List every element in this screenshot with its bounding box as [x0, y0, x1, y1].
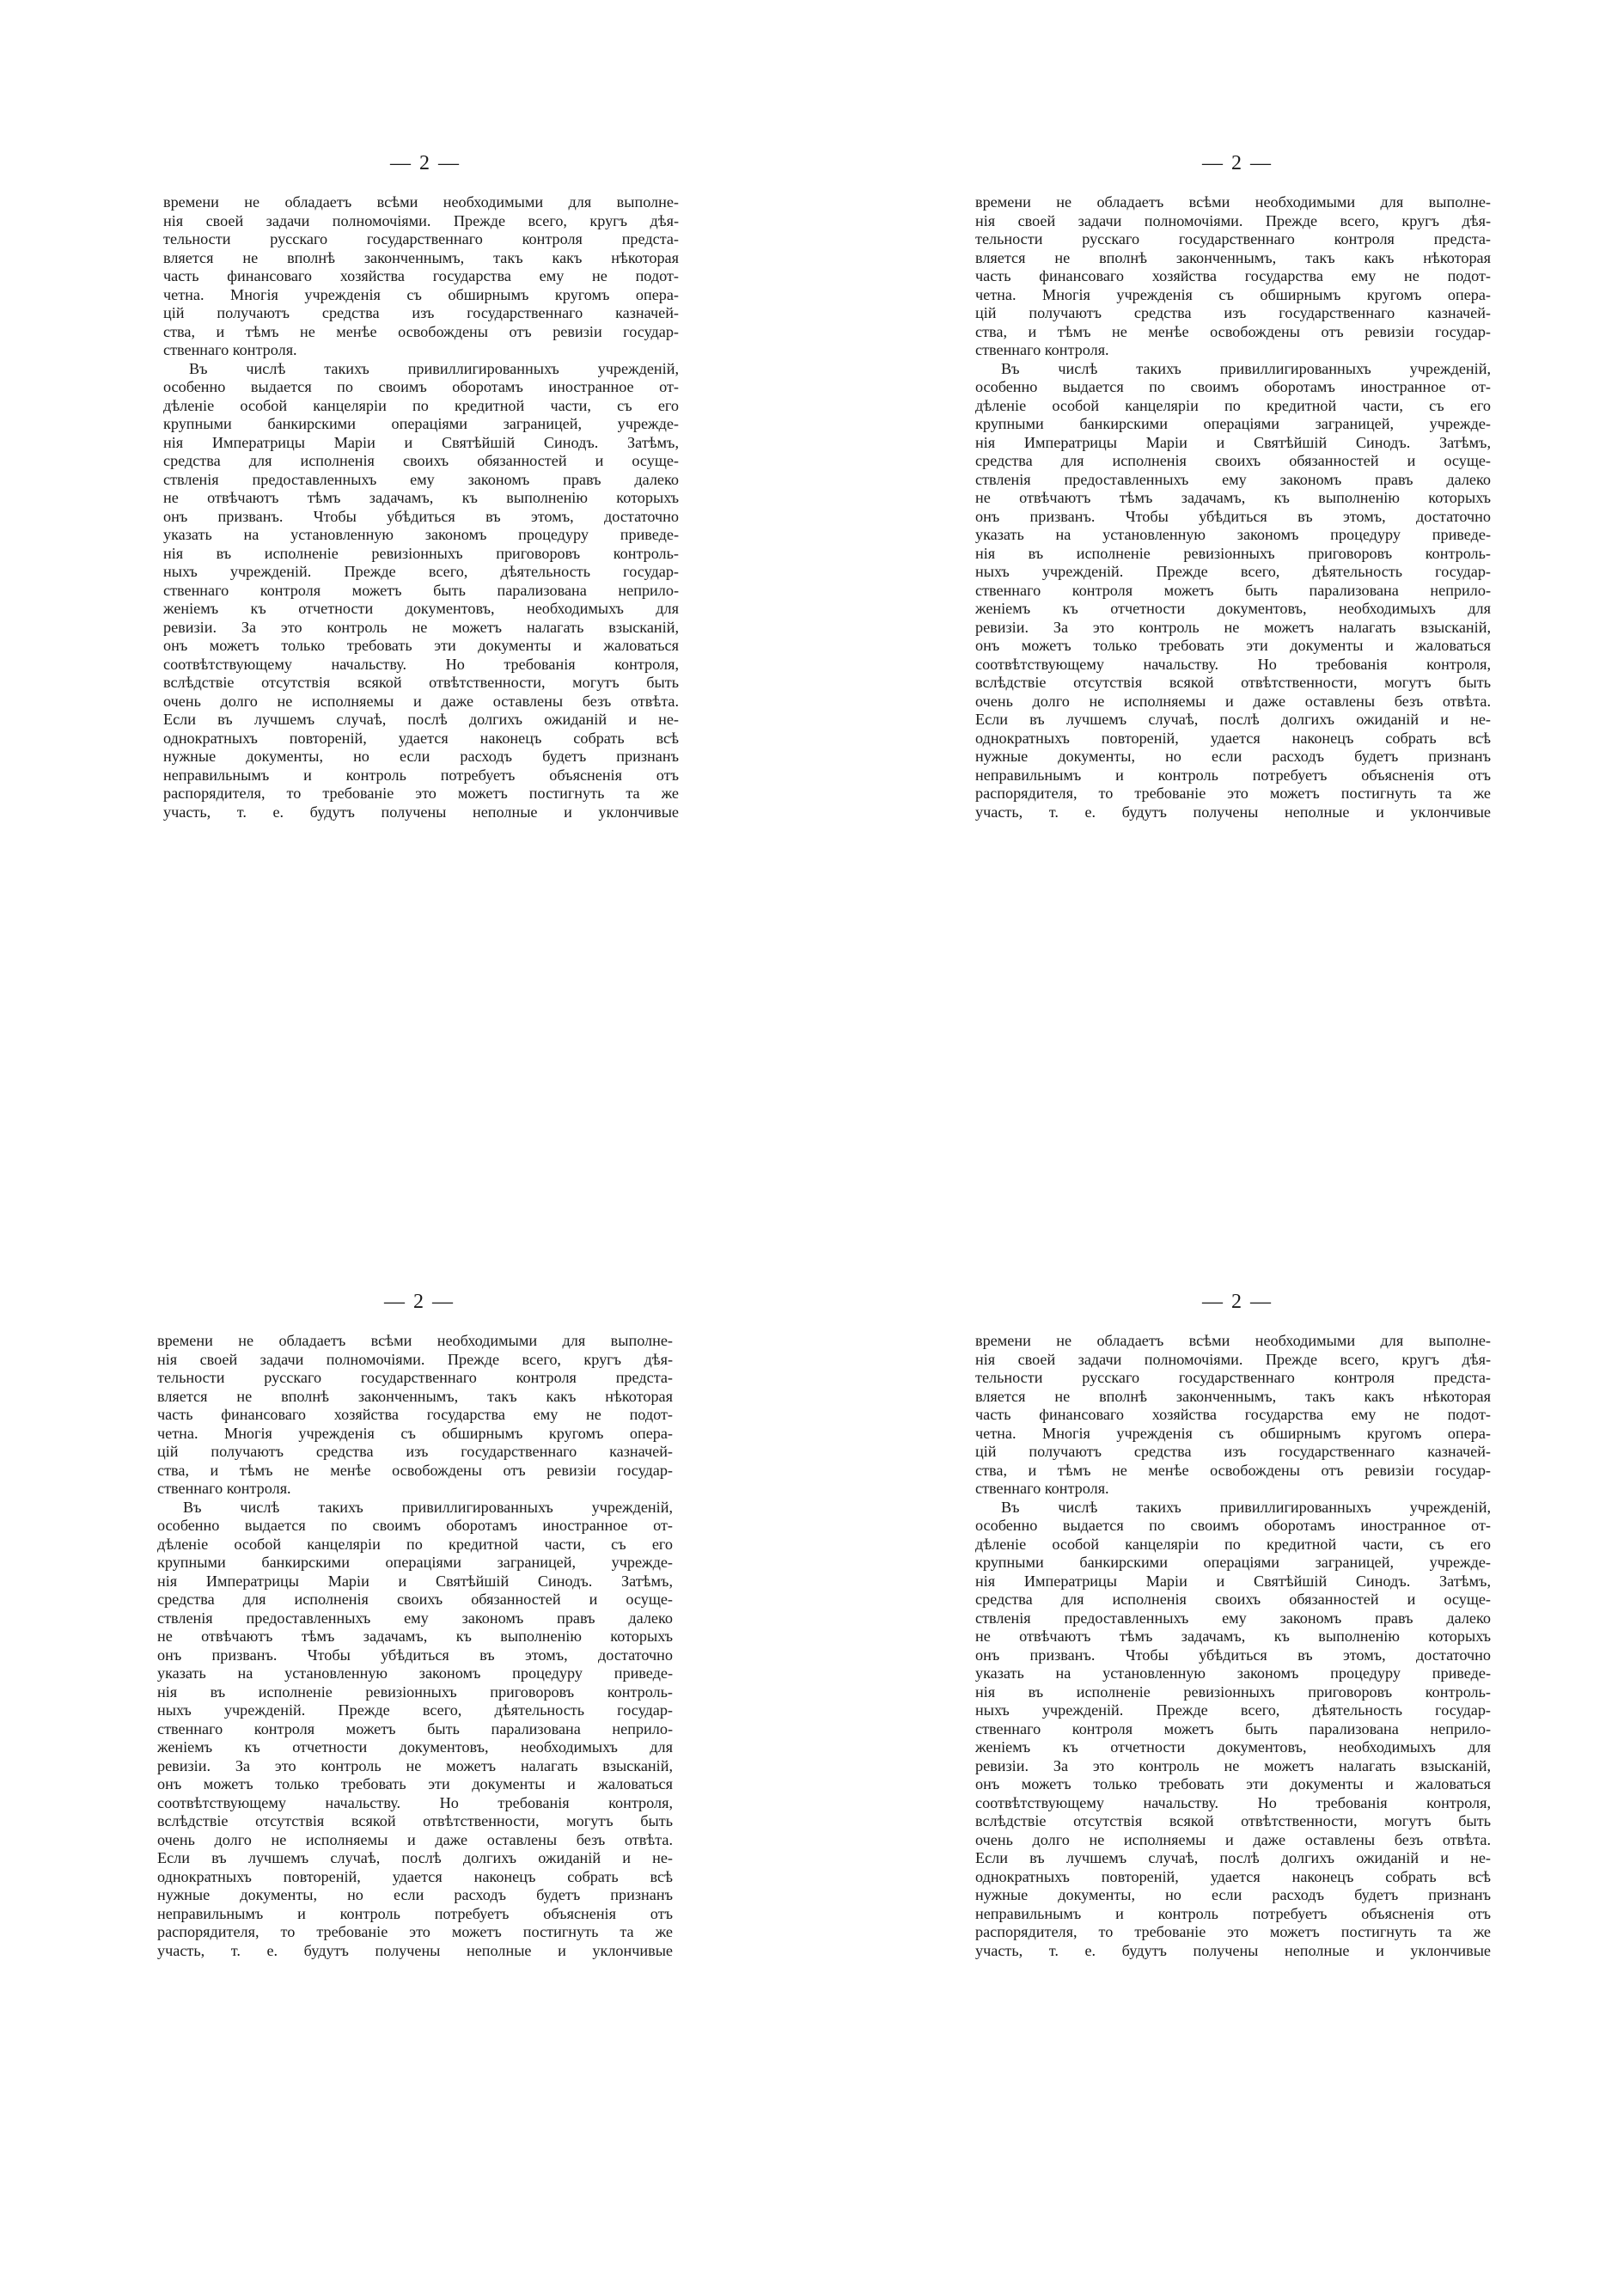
text-line: онъ призванъ. Чтобы убѣдиться въ этомъ, достаточно — [975, 1646, 1491, 1664]
text-line: ства, и тѣмъ не менѣе освобождены отъ ревизіи государ- — [157, 1461, 673, 1479]
text-line: ства, и тѣмъ не менѣе освобождены отъ ревизіи государ- — [975, 322, 1491, 340]
text-line: четна. Многія учрежденія съ обширнымъ кругомъ опера- — [163, 285, 679, 303]
text-line: нія Императрицы Маріи и Святѣйшій Синодъ. Затѣмъ, — [975, 1572, 1491, 1590]
text-line: вляется не вполнѣ законченнымъ, такъ какъ нѣкоторая — [975, 248, 1491, 266]
text-line: средства для исполненія своихъ обязанностей и осуще- — [975, 1591, 1491, 1608]
text-line: распорядителя, то требованіе это можетъ постигнуть та же — [975, 1923, 1491, 1940]
text-line: часть финансоваго хозяйства государства ему не подот- — [975, 267, 1491, 284]
text-line: женіемъ къ отчетности документовъ, необходимыхъ для — [975, 600, 1491, 617]
text-line: дѣленіе особой канцеляріи по кредитной части, съ его — [975, 1535, 1491, 1553]
text-line: очень долго не исполняемы и даже оставлены безъ отвѣта. — [975, 692, 1491, 710]
text-line: вляется не вполнѣ законченнымъ, такъ какъ нѣкоторая — [163, 248, 679, 266]
text-line: вслѣдствіе отсутствія всякой отвѣтственности, могутъ быть — [975, 674, 1491, 691]
page-top-left — [163, 150, 679, 821]
text-line: нія своей задачи полномочіями. Прежде всего, кругъ дѣя- — [975, 1350, 1491, 1368]
text-line: часть финансоваго хозяйства государства ему не подот- — [157, 1406, 673, 1423]
text-line: участь, т. е. будутъ получены неполные и уклончивые — [975, 803, 1491, 821]
text-line: неправильнымъ и контроль потребуетъ объясненія отъ — [157, 1904, 673, 1922]
text-line: нія въ исполненіе ревизіонныхъ приговоровъ контроль- — [163, 544, 679, 562]
text-line: крупными банкирскими операціями заграницей, учрежде- — [975, 1554, 1491, 1571]
text-line: тельности русскаго государственнаго контроля предста- — [157, 1369, 673, 1386]
text-line: однократныхъ повтореній, удается наконецъ собрать всѣ — [975, 729, 1491, 747]
text-line: указать на установленную закономъ процедуру приведе- — [975, 526, 1491, 543]
text-line: ственнаго контроля можетъ быть парализована неприло- — [975, 581, 1491, 599]
text-line: онъ призванъ. Чтобы убѣдиться въ этомъ, достаточно — [157, 1646, 673, 1664]
text-line: соотвѣтствующему начальству. Но требованія контроля, — [157, 1793, 673, 1811]
page-bottom-right — [975, 1289, 1491, 1960]
text-line: распорядителя, то требованіе это можетъ постигнуть та же — [975, 785, 1491, 802]
text-line: неправильнымъ и контроль потребуетъ объясненія отъ — [163, 766, 679, 784]
text-line: ныхъ учрежденій. Прежде всего, дѣятельность государ- — [975, 563, 1491, 580]
text-line: времени не обладаетъ всѣми необходимыми для выполне- — [163, 193, 679, 211]
text-line: нужные документы, но если расходъ будетъ признанъ — [975, 1886, 1491, 1903]
text-line: особенно выдается по своимъ оборотамъ иностранное от- — [975, 378, 1491, 395]
text-line: неправильнымъ и контроль потребуетъ объясненія отъ — [975, 766, 1491, 784]
text-line: однократныхъ повтореній, удается наконецъ собрать всѣ — [163, 729, 679, 747]
text-line: средства для исполненія своихъ обязанностей и осуще- — [163, 452, 679, 469]
text-line: дѣленіе особой канцеляріи по кредитной части, съ его — [157, 1535, 673, 1553]
text-line: указать на установленную закономъ процедуру приведе- — [157, 1664, 673, 1682]
text-line: дѣленіе особой канцеляріи по кредитной части, съ его — [163, 396, 679, 414]
text-line: Въ числѣ такихъ привиллигированныхъ учрежденій, — [1001, 359, 1491, 377]
text-line: ревизіи. За это контроль не можетъ налагать взысканій, — [157, 1756, 673, 1774]
text-line: однократныхъ повтореній, удается наконецъ собрать всѣ — [975, 1867, 1491, 1885]
text-line: ственнаго контроля. — [975, 1480, 1109, 1497]
text-line: ственнаго контроля можетъ быть парализована неприло- — [975, 1719, 1491, 1737]
text-line: Въ числѣ такихъ привиллигированныхъ учрежденій, — [189, 359, 679, 377]
text-line: Если въ лучшемъ случаѣ, послѣ долгихъ ожиданій и не- — [975, 1849, 1491, 1866]
page-number: — 2 — — [384, 1291, 455, 1313]
text-line: особенно выдается по своимъ оборотамъ иностранное от- — [157, 1517, 673, 1534]
text-line: Въ числѣ такихъ привиллигированныхъ учрежденій, — [183, 1498, 673, 1516]
text-line: ныхъ учрежденій. Прежде всего, дѣятельность государ- — [157, 1701, 673, 1719]
text-line: Если въ лучшемъ случаѣ, послѣ долгихъ ожиданій и не- — [157, 1849, 673, 1866]
text-line: ственнаго контроля. — [163, 341, 297, 358]
text-line: ства, и тѣмъ не менѣе освобождены отъ ревизіи государ- — [163, 322, 679, 340]
text-line: особенно выдается по своимъ оборотамъ иностранное от- — [975, 1517, 1491, 1534]
text-line: тельности русскаго государственнаго контроля предста- — [975, 230, 1491, 247]
text-line: Если въ лучшемъ случаѣ, послѣ долгихъ ожиданій и не- — [975, 711, 1491, 728]
text-line: онъ призванъ. Чтобы убѣдиться въ этомъ, достаточно — [975, 507, 1491, 525]
text-block — [975, 193, 1491, 821]
text-line: участь, т. е. будутъ получены неполные и уклончивые — [163, 803, 679, 821]
text-line: четна. Многія учрежденія съ обширнымъ кругомъ опера- — [975, 1424, 1491, 1442]
page-number: — 2 — — [390, 152, 461, 174]
text-line: ствленія предоставленныхъ ему закономъ правъ далеко — [975, 470, 1491, 488]
text-line: не отвѣчаютъ тѣмъ задачамъ, къ выполненію которыхъ — [163, 489, 679, 506]
text-line: нія Императрицы Маріи и Святѣйшій Синодъ. Затѣмъ, — [975, 433, 1491, 451]
text-line: соотвѣтствующему начальству. Но требованія контроля, — [975, 1793, 1491, 1811]
page-number: — 2 — — [1202, 152, 1273, 174]
text-line: неправильнымъ и контроль потребуетъ объясненія отъ — [975, 1904, 1491, 1922]
page-top-right — [975, 150, 1491, 821]
text-line: тельности русскаго государственнаго контроля предста- — [163, 230, 679, 247]
text-line: ствленія предоставленныхъ ему закономъ правъ далеко — [163, 470, 679, 488]
text-line: вляется не вполнѣ законченнымъ, такъ какъ нѣкоторая — [157, 1387, 673, 1405]
text-line: не отвѣчаютъ тѣмъ задачамъ, къ выполненію которыхъ — [157, 1628, 673, 1645]
text-line: вслѣдствіе отсутствія всякой отвѣтственности, могутъ быть — [163, 674, 679, 691]
text-line: вляется не вполнѣ законченнымъ, такъ какъ нѣкоторая — [975, 1387, 1491, 1405]
text-line: ревизіи. За это контроль не можетъ налагать взысканій, — [975, 618, 1491, 636]
text-line: нія въ исполненіе ревизіонныхъ приговоровъ контроль- — [157, 1682, 673, 1701]
page-number: — 2 — — [1202, 1291, 1273, 1313]
text-block — [157, 1332, 673, 1960]
text-line: вслѣдствіе отсутствія всякой отвѣтственности, могутъ быть — [157, 1812, 673, 1829]
text-line: нія Императрицы Маріи и Святѣйшій Синодъ. Затѣмъ, — [157, 1572, 673, 1590]
text-line: очень долго не исполняемы и даже оставлены безъ отвѣта. — [163, 692, 679, 710]
text-line: ственнаго контроля. — [975, 341, 1109, 358]
text-line: цій получаютъ средства изъ государственнаго казначей- — [163, 304, 679, 321]
text-line: онъ можетъ только требовать эти документы и жаловаться — [157, 1775, 673, 1792]
text-line: очень долго не исполняемы и даже оставлены безъ отвѣта. — [975, 1830, 1491, 1848]
text-line: крупными банкирскими операціями заграницей, учрежде- — [163, 415, 679, 432]
text-line: нія Императрицы Маріи и Святѣйшій Синодъ. Затѣмъ, — [163, 433, 679, 451]
text-line: ныхъ учрежденій. Прежде всего, дѣятельность государ- — [975, 1701, 1491, 1719]
text-line: Въ числѣ такихъ привиллигированныхъ учрежденій, — [1001, 1498, 1491, 1516]
text-line: ственнаго контроля можетъ быть парализована неприло- — [163, 581, 679, 599]
text-line: вслѣдствіе отсутствія всякой отвѣтственности, могутъ быть — [975, 1812, 1491, 1829]
text-block — [975, 1332, 1491, 1960]
text-line: средства для исполненія своихъ обязанностей и осуще- — [157, 1591, 673, 1608]
text-line: времени не обладаетъ всѣми необходимыми для выполне- — [975, 193, 1491, 211]
text-line: указать на установленную закономъ процедуру приведе- — [163, 526, 679, 543]
text-line: ствленія предоставленныхъ ему закономъ правъ далеко — [157, 1609, 673, 1627]
text-line: ствленія предоставленныхъ ему закономъ правъ далеко — [975, 1609, 1491, 1627]
text-line: не отвѣчаютъ тѣмъ задачамъ, къ выполненію которыхъ — [975, 489, 1491, 506]
text-line: женіемъ къ отчетности документовъ, необходимыхъ для — [163, 600, 679, 617]
text-line: онъ можетъ только требовать эти документы и жаловаться — [163, 637, 679, 654]
text-line: участь, т. е. будутъ получены неполные и уклончивые — [157, 1941, 673, 1959]
text-line: соотвѣтствующему начальству. Но требованія контроля, — [975, 655, 1491, 673]
text-line: нія въ исполненіе ревизіонныхъ приговоровъ контроль- — [975, 544, 1491, 562]
text-line: тельности русскаго государственнаго контроля предста- — [975, 1369, 1491, 1386]
text-line: онъ можетъ только требовать эти документы и жаловаться — [975, 637, 1491, 654]
text-line: не отвѣчаютъ тѣмъ задачамъ, къ выполненію которыхъ — [975, 1628, 1491, 1645]
text-line: нужные документы, но если расходъ будетъ признанъ — [975, 748, 1491, 765]
text-line: четна. Многія учрежденія съ обширнымъ кругомъ опера- — [157, 1424, 673, 1442]
text-line: нія своей задачи полномочіями. Прежде всего, кругъ дѣя- — [163, 211, 679, 229]
text-line: нужные документы, но если расходъ будетъ признанъ — [163, 748, 679, 765]
text-line: распорядителя, то требованіе это можетъ постигнуть та же — [163, 785, 679, 802]
text-line: крупными банкирскими операціями заграницей, учрежде- — [975, 415, 1491, 432]
text-line: ревизіи. За это контроль не можетъ налагать взысканій, — [975, 1756, 1491, 1774]
text-line: нія своей задачи полномочіями. Прежде всего, кругъ дѣя- — [157, 1350, 673, 1368]
text-line: часть финансоваго хозяйства государства ему не подот- — [163, 267, 679, 284]
text-line: средства для исполненія своихъ обязанностей и осуще- — [975, 452, 1491, 469]
text-line: указать на установленную закономъ процедуру приведе- — [975, 1664, 1491, 1682]
text-line: времени не обладаетъ всѣми необходимыми для выполне- — [975, 1332, 1491, 1349]
text-line: крупными банкирскими операціями заграницей, учрежде- — [157, 1554, 673, 1571]
text-line: цій получаютъ средства изъ государственнаго казначей- — [975, 1443, 1491, 1460]
page-bottom-left — [157, 1289, 673, 1960]
text-line: часть финансоваго хозяйства государства ему не подот- — [975, 1406, 1491, 1423]
text-line: распорядителя, то требованіе это можетъ постигнуть та же — [157, 1923, 673, 1940]
text-line: онъ можетъ только требовать эти документы и жаловаться — [975, 1775, 1491, 1792]
text-line: цій получаютъ средства изъ государственнаго казначей- — [157, 1443, 673, 1460]
text-line: нужные документы, но если расходъ будетъ признанъ — [157, 1886, 673, 1903]
text-line: онъ призванъ. Чтобы убѣдиться въ этомъ, достаточно — [163, 507, 679, 525]
text-line: четна. Многія учрежденія съ обширнымъ кругомъ опера- — [975, 285, 1491, 303]
text-line: однократныхъ повтореній, удается наконецъ собрать всѣ — [157, 1867, 673, 1885]
text-line: дѣленіе особой канцеляріи по кредитной части, съ его — [975, 396, 1491, 414]
text-line: нія въ исполненіе ревизіонныхъ приговоровъ контроль- — [975, 1682, 1491, 1701]
text-line: соотвѣтствующему начальству. Но требованія контроля, — [163, 655, 679, 673]
text-line: ственнаго контроля можетъ быть парализована неприло- — [157, 1719, 673, 1737]
text-line: ства, и тѣмъ не менѣе освобождены отъ ревизіи государ- — [975, 1461, 1491, 1479]
text-line: времени не обладаетъ всѣми необходимыми для выполне- — [157, 1332, 673, 1349]
text-line: цій получаютъ средства изъ государственнаго казначей- — [975, 304, 1491, 321]
text-line: участь, т. е. будутъ получены неполные и уклончивые — [975, 1941, 1491, 1959]
text-line: ревизіи. За это контроль не можетъ налагать взысканій, — [163, 618, 679, 636]
text-line: женіемъ къ отчетности документовъ, необходимыхъ для — [157, 1738, 673, 1756]
text-line: очень долго не исполняемы и даже оставлены безъ отвѣта. — [157, 1830, 673, 1848]
text-line: особенно выдается по своимъ оборотамъ иностранное от- — [163, 378, 679, 395]
text-line: ныхъ учрежденій. Прежде всего, дѣятельность государ- — [163, 563, 679, 580]
text-line: нія своей задачи полномочіями. Прежде всего, кругъ дѣя- — [975, 211, 1491, 229]
text-line: женіемъ къ отчетности документовъ, необходимыхъ для — [975, 1738, 1491, 1756]
text-line: Если въ лучшемъ случаѣ, послѣ долгихъ ожиданій и не- — [163, 711, 679, 728]
text-block — [163, 193, 679, 821]
text-line: ственнаго контроля. — [157, 1480, 291, 1497]
